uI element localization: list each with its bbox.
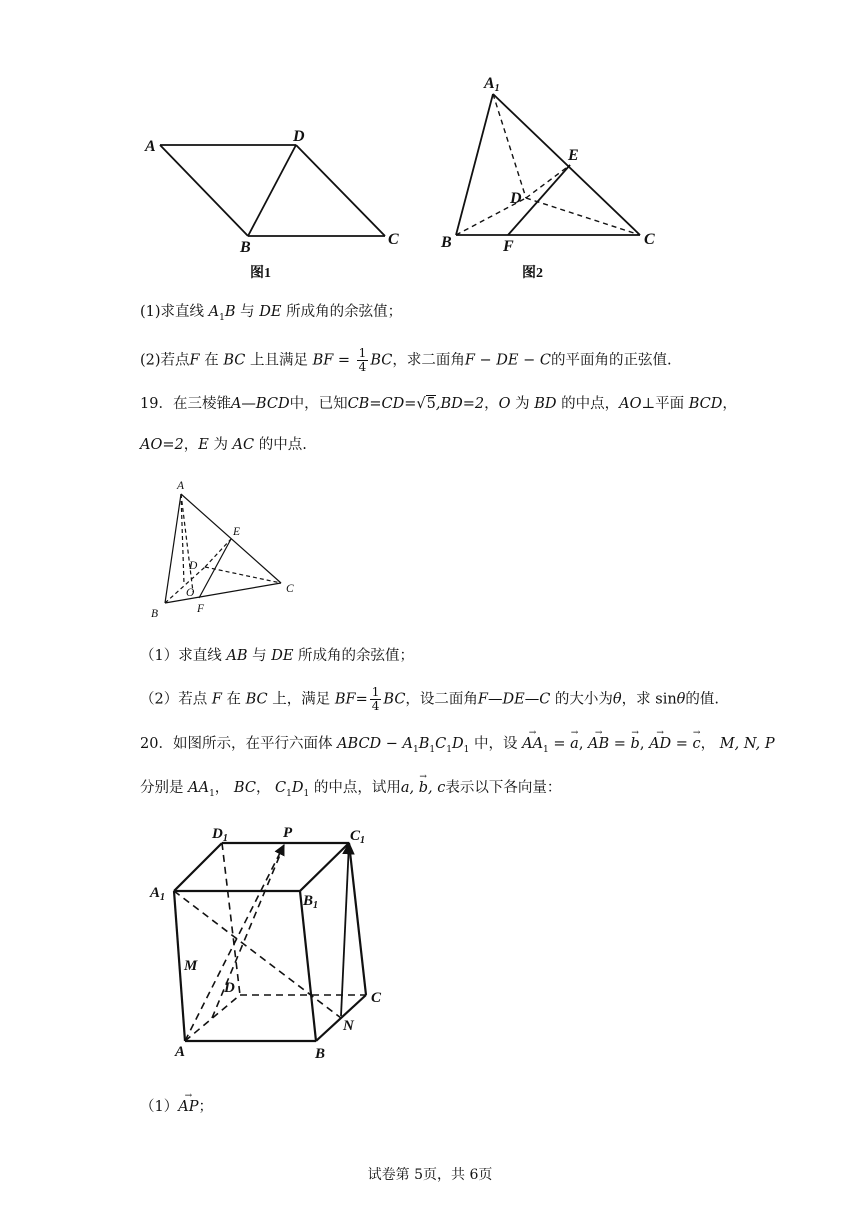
denominator: 4 [358,360,367,374]
equals: = [609,736,631,752]
var-bc: BC [245,691,268,708]
sqrt-value: 5 [426,396,436,412]
q19-part1 [140,646,414,666]
text: 上且满足 [249,352,308,369]
q19-stem-line2 [140,435,307,455]
fig1-label-D: D [293,128,305,145]
fig3-edge-BC [165,583,281,603]
text: ， [484,396,499,412]
fig3-label-A: A [177,480,185,492]
var-f: F [189,352,200,369]
sub: 1 [413,744,419,755]
q18-part2 [140,347,672,374]
text: 所成角的余弦值； [286,304,403,320]
q20-stem-line1 [140,734,775,760]
text: ，设二面角 [405,691,478,708]
fig4-label-P: P [283,825,293,841]
fig4-vector-C1N [341,843,349,1016]
text: 为 [515,396,530,412]
text: 的大小为 [554,691,613,708]
fig4-vector-AP [185,845,284,1041]
text: 所成角的余弦值； [298,648,415,664]
fig1-label-A: A [145,138,156,155]
sub: 1 [543,744,549,755]
text: 19．在三棱锥 [140,396,231,412]
var-ao2: AO=2 [140,437,184,453]
fig2-label-A1: A1 [484,75,500,94]
text: ，求 sin [621,691,677,708]
fig1-label-B: B [240,239,251,256]
text: 中，已知 [289,396,348,412]
text: ， [214,780,230,796]
fig1-label-C: C [388,231,399,248]
vectors-abc: → a, b, c [401,778,445,798]
var-theta: θ [676,691,686,708]
var-bc: BC [370,352,393,369]
equals: = [333,352,355,369]
var-de: DE [259,304,282,320]
denominator: 4 [371,699,380,713]
sub: 1 [209,788,215,799]
q18-part1 [140,302,402,328]
fig3-label-C: C [286,583,294,595]
var-bf: BF [312,352,334,369]
text: 20．如图所示，在平行六面体 [140,736,333,752]
text: ， [722,396,737,412]
fig3-label-F: F [197,603,205,615]
var-theta: θ [612,691,622,708]
fig4-label-B1: $B_1$ [303,893,319,911]
text: 中，设 [473,736,518,752]
var-ao: AO [619,396,642,412]
text: （1）求直线 [140,648,222,664]
text: 的中点. [258,437,307,453]
var-bc: BC [383,691,406,708]
sub: 1 [219,312,225,323]
fig2-label-E: E [568,147,579,164]
fig1-caption: 图1 [250,266,271,281]
page-footer: 试卷第 5页，共 6页 [367,1167,493,1183]
fig4-edge-A1D1 [174,843,222,891]
var-body: ABCD − A [337,736,414,752]
fig1-edge-AB [160,145,248,236]
text: ， [255,780,271,796]
equals: = [671,736,693,752]
var-bcd: BCD [688,396,723,412]
vector-c: → c [693,734,701,754]
fig4-label-M: M [184,958,198,974]
fig3-label-B: B [151,608,159,620]
text: ⊥平面 [641,396,685,412]
comma: , [578,736,589,752]
sub: 1 [463,744,470,755]
figure-2 [456,94,640,235]
text: 分别是 [140,780,184,796]
fig4-label-B: B [315,1046,326,1062]
fraction-quarter [357,347,369,374]
numerator: 1 [358,346,367,360]
fig4-edge-C1C [349,843,366,995]
sub: 1 [429,744,436,755]
fig1-edge-BD [248,145,296,236]
var-f: F [211,691,222,708]
fig3-label-D: D [189,560,198,572]
text: ，求二面角 [392,352,465,369]
text: 与 [240,304,255,320]
text: （1） [140,1099,179,1115]
fig1-edge-DC [296,145,385,236]
fig2-caption: 图2 [522,266,543,281]
text: (1)求直线 [140,304,205,320]
q19-stem-line1 [140,394,737,414]
var-bd: ,BD=2 [435,396,485,412]
var: D [452,736,464,752]
equals: = [548,736,571,752]
comma: , [639,736,650,752]
fig3-edge-DC [205,567,281,583]
text: （2）若点 [140,691,208,708]
fig2-edge-DC [526,198,640,235]
text: (2)若点 [140,352,190,369]
var-dihedral: F − DE − C [464,352,551,369]
var-pyramid: A—BCD [230,396,290,412]
vector-a: → a [570,734,579,754]
fig4-label-D1: $D_1$ [212,826,228,844]
var-e: E [198,437,209,453]
text: 为 [213,437,228,453]
var-bd: BD [534,396,557,412]
vector-b: → b [631,734,640,754]
vector-ab: → AB [588,734,609,754]
var-dihedral: F—DE—C [477,691,551,708]
sub: 1 [303,788,310,799]
fig3-label-E: E [233,526,241,538]
var: C [435,736,447,752]
var-d: D [291,780,304,796]
vector-ap: → AP [178,1097,198,1117]
fig2-edge-DE [526,165,570,198]
fig4-vector-DP [212,843,285,1018]
text: 的中点， [561,396,620,412]
q20-stem-line2 [140,778,561,804]
var-bc: BC [233,780,256,796]
numerator: 1 [371,685,380,699]
var-c: C [275,780,287,796]
vector-aa1: → AA [522,734,543,754]
var-a1: A [208,304,220,320]
fig3-edge-AD [181,494,184,584]
fig2-edge-A1B [456,94,493,235]
text: 在 [204,352,219,369]
fraction-quarter [370,686,382,713]
fig4-edge-B1C1 [300,843,349,891]
text: 的中点，试用 [313,780,401,796]
fig4-label-D: D [224,980,235,996]
q19-part2 [140,686,719,713]
fig4-label-N: N [343,1018,354,1034]
fig4-label-A1: $A_1$ [150,885,166,903]
text: 表示以下各向量： [445,780,562,796]
var-bf: BF= [334,691,368,708]
text: 在 [226,691,242,708]
sqrt-sign: √ [416,396,426,412]
var-cbcd: CB=CD= [347,396,417,412]
text: 的值. [685,691,720,708]
fig2-label-C: C [644,231,655,248]
var-b: B [224,304,236,320]
fig3-edge-AB [165,494,181,603]
text: ； [198,1099,213,1115]
fig4-label-C1: $C_1$ [350,828,366,846]
var-mnp: M, N, P [719,736,775,752]
var-ac: AC [232,437,255,453]
sub: 1 [446,744,452,755]
var-de: DE [271,648,294,664]
fig4-edge-B1B [300,891,319,1041]
text: ， [700,736,716,752]
text: 与 [252,648,267,664]
figure-1 [160,145,385,236]
fig3-label-O: O [186,587,195,599]
var-aa1: AA [188,780,210,796]
fig4-label-C: C [371,990,382,1006]
var-o: O [498,396,511,412]
fig2-label-B: B [441,234,452,251]
figure-3 [165,494,281,603]
fig2-label-D: D [510,190,522,207]
vector-ad: → AD [649,734,671,754]
q20-part1 [140,1097,213,1117]
var-bc: BC [223,352,246,369]
text: 上，满足 [272,691,331,708]
figure-4 [174,843,366,1041]
fig4-label-A: A [175,1044,186,1060]
var-ab: AB [226,648,248,664]
fig2-label-F: F [503,238,514,255]
text: 的平面角的正弦值. [550,352,672,369]
text: ， [183,437,199,453]
sub: 1 [286,788,292,799]
var: B [418,736,430,752]
